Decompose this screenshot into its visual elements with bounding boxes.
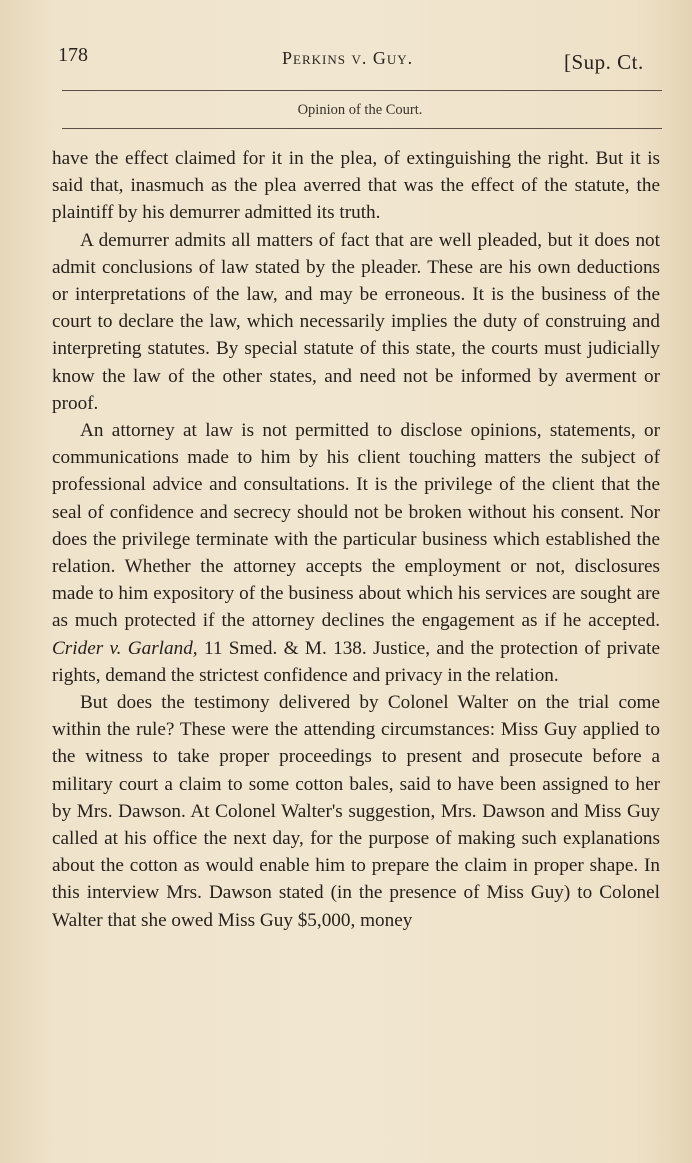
- paragraph-demurrer: A demurrer admits all matters of fact that are well pleaded, but it does not admit conclusions of law stated by the pleader. These are his own deductions or interpretations of the law, and may be erroneous. It is the business of the court to declare the law, which necessarily implies the duty of construing and interpreting statutes. By special statute of this state, the courts must judicially know the law of the other states, and need not be informed by averment or proof.: [52, 229, 660, 414]
- paragraph-text-before-citation: An attorney at law is not permitted to disclose opinions, statements, or communications made to him by his client touching matters the subject of professional advice and consultations. It is the privilege of the client that the seal of confidence and secrecy should not be broken without his consent. Nor does the privilege terminate with the particular business which established the relation. Whether the attorney accepts the employment or not, disclosures made to him expository of the business about which his services are sought are as much protected if the attorney declines the engagement as if he accepted.: [52, 420, 660, 632]
- paragraph-testimony: But does the testimony delivered by Colonel Walter on the trial come within the rule? These were the attending circumstances: Miss Guy applied to the witness to take proper proceedings to present and prosecute before a military court a claim to some cotton bales, said to have been assigned to her by Mrs. Dawson. At Colonel Walter's suggestion, Mrs. Dawson and Miss Guy called at his office the next day, for the purpose of making such explanations about the cotton as would enable him to prepare the claim in proper shape. In this interview Mrs. Dawson stated (in the presence of Miss Guy) to Colonel Walter that she owed Miss Guy $5,000, money: [52, 692, 660, 931]
- running-head: [58, 44, 668, 74]
- court-label: [Sup. Ct.: [564, 50, 644, 74]
- opinion-text: [52, 145, 660, 934]
- header-rule-bottom: [62, 128, 662, 129]
- section-label: Opinion of the Court.: [297, 102, 423, 118]
- paragraph-attorney-privilege: [52, 417, 660, 689]
- paragraph-continuation: have the effect claimed for it in the plea, of extinguishing the right. But it is said that, inasmuch as the plea averred that was the effect of the statute, the plaintiff by his demurrer admitted its truth.: [52, 148, 660, 224]
- case-citation: Crider v. Garland,: [52, 637, 198, 659]
- paragraph-text-after-citation: 11 Smed. & M. 138. Justice, and the protection of private rights, demand the strictest confidence and privacy in the relation.: [52, 637, 660, 686]
- header-rule-top: [62, 90, 662, 91]
- page-number: 178: [58, 44, 88, 66]
- case-title: Perkins v. Guy.: [282, 48, 414, 68]
